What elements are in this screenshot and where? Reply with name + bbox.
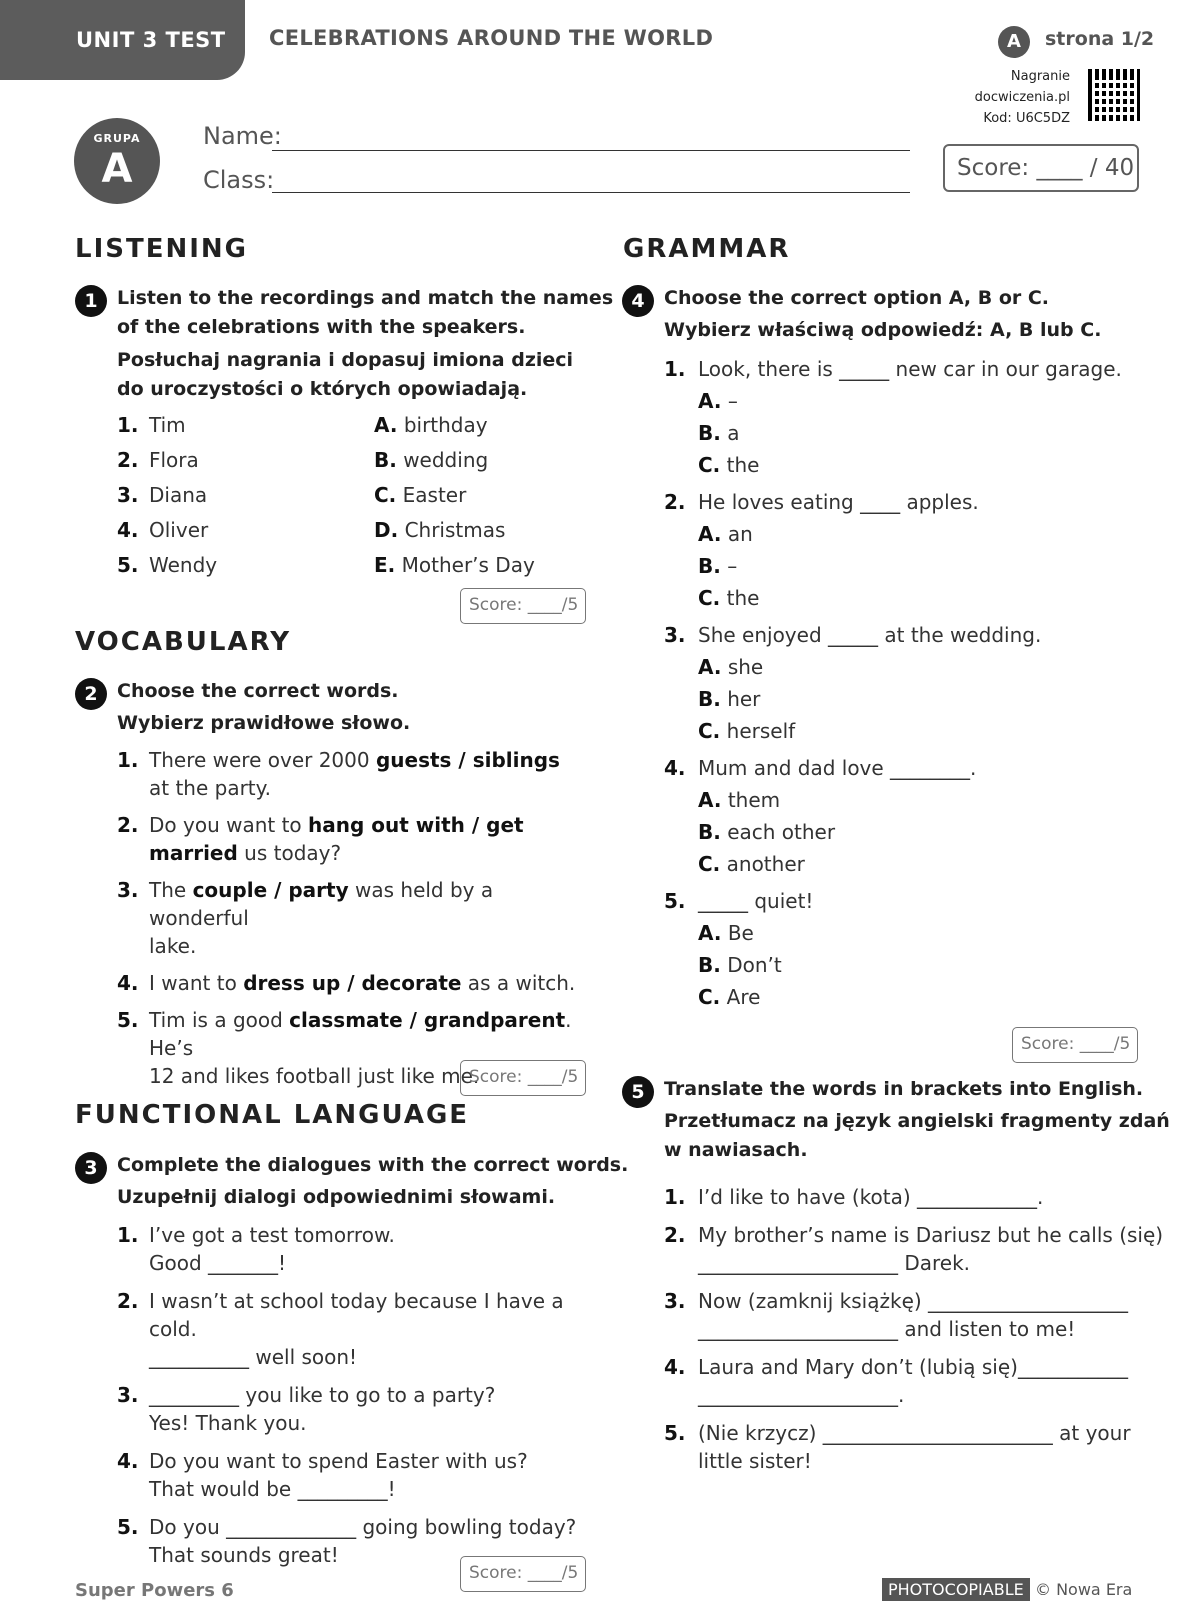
list-item: 1. Tim <box>117 413 186 437</box>
exercise-5-number: 5 <box>622 1076 654 1108</box>
list-item: B. wedding <box>374 448 489 472</box>
instr-en-line: Translate the words in brackets into English. <box>664 1078 1144 1100</box>
vocab-list <box>117 746 597 1090</box>
list-item: 4. Do you want to spend Easter with us? That would be _________! <box>117 1449 528 1501</box>
dialogue-list <box>117 1221 607 1569</box>
exercise-4-number: 4 <box>622 285 654 317</box>
list-item: 2. Do you want to hang out with / get married us today? <box>117 813 524 865</box>
option: A. she <box>698 655 764 679</box>
group-badge <box>74 118 160 204</box>
list-item: 5. Wendy <box>117 553 218 577</box>
group-label: GRUPA <box>93 132 141 145</box>
list-item: 1. I’ve got a test tomorrow. Good _______! <box>117 1223 395 1275</box>
exercise-2-instruction <box>117 677 410 738</box>
page-number: strona 1/2 <box>1045 28 1155 50</box>
list-item: 4. I want to dress up / decorate as a witch. <box>117 971 576 995</box>
functional-heading: FUNCTIONAL LANGUAGE <box>75 1100 470 1130</box>
name-label: Name: <box>203 122 282 150</box>
list-item: D. Christmas <box>374 518 506 542</box>
list-item: 2. He loves eating ____ apples. A. an B. – C. the <box>664 486 1144 614</box>
list-item: 4. Oliver <box>117 518 209 542</box>
option: B. – <box>698 554 738 578</box>
book-title: Super Powers 6 <box>75 1580 234 1601</box>
list-item: A. birthday <box>374 413 488 437</box>
exercise-1-instruction <box>117 284 613 404</box>
vocabulary-heading: VOCABULARY <box>75 627 292 657</box>
instr-en-line: Choose the correct option A, B or C. <box>664 287 1050 309</box>
list-item: 4. Laura and Mary don’t (lubią się)___________ ____________________. <box>664 1355 1128 1407</box>
version-badge: A <box>998 26 1030 58</box>
list-item: 3. Diana <box>117 483 208 507</box>
total-score-box: Score: ____ / 40 <box>943 144 1139 192</box>
list-item: 5. (Nie krzycz) _______________________ at your little sister! <box>664 1421 1131 1473</box>
option: A. them <box>698 788 781 812</box>
photocopiable-badge: PHOTOCOPIABLE <box>882 1578 1030 1601</box>
option: C. the <box>698 453 760 477</box>
list-item: 5. _____ quiet! A. Be B. Don’t C. Are <box>664 885 1144 1013</box>
instr-en-line: of the celebrations with the speakers. <box>117 316 526 338</box>
publisher: © Nowa Era <box>1035 1580 1133 1599</box>
instr-pl-line: w nawiasach. <box>664 1139 808 1161</box>
class-label: Class: <box>203 166 275 194</box>
translate-list <box>664 1183 1164 1475</box>
exercise-3-instruction <box>117 1151 628 1212</box>
option: B. Don’t <box>698 953 782 977</box>
recording-site: docwiczenia.pl <box>974 90 1070 105</box>
list-item: 3. The couple / party was held by a wonderful lake. <box>117 878 494 958</box>
unit-tab: UNIT 3 TEST <box>0 0 245 80</box>
option: A. – <box>698 389 738 413</box>
grammar-list <box>664 353 1144 1013</box>
exercise-1-score: Score: ____/5 <box>460 588 586 624</box>
list-item: 5. Tim is a good classmate / grandparent. He’s 12 and likes football just like me. <box>117 1008 572 1088</box>
instr-pl-line: do uroczystości o których opowiadają. <box>117 378 528 400</box>
option: A. an <box>698 522 753 546</box>
exercise-4-instruction <box>664 284 1101 345</box>
exercise-3-score: Score: ____/5 <box>460 1556 586 1592</box>
list-item: 3. Now (zamknij książkę) ____________________ ____________________ and listen to me! <box>664 1289 1129 1341</box>
class-field[interactable] <box>272 192 910 193</box>
test-title: CELEBRATIONS AROUND THE WORLD <box>269 26 714 50</box>
instr-pl-line: Uzupełnij dialogi odpowiednimi słowami. <box>117 1186 556 1208</box>
option: B. her <box>698 687 761 711</box>
exercise-5-instruction <box>664 1075 1170 1165</box>
list-item: 2. Flora <box>117 448 199 472</box>
list-item: 3. _________ you like to go to a party? Yes! Thank you. <box>117 1383 496 1435</box>
exercise-1-number: 1 <box>75 285 107 317</box>
names-list <box>117 408 217 583</box>
qr-code-icon <box>1088 69 1140 121</box>
exercise-3-number: 3 <box>75 1152 107 1184</box>
option: B. each other <box>698 820 836 844</box>
instr-pl-line: Wybierz właściwą odpowiedź: A, B lub C. <box>664 319 1102 341</box>
grammar-heading: GRAMMAR <box>623 234 791 264</box>
recording-info <box>975 66 1070 129</box>
option: B. a <box>698 421 740 445</box>
list-item: 1. Look, there is _____ new car in our garage. A. – B. a C. the <box>664 353 1144 481</box>
option: A. Be <box>698 921 754 945</box>
recording-code: Kod: U6C5DZ <box>983 111 1070 126</box>
list-item: E. Mother’s Day <box>374 553 535 577</box>
list-item: 3. She enjoyed _____ at the wedding. A. she B. her C. herself <box>664 619 1144 747</box>
list-item: 2. My brother’s name is Dariusz but he calls (się) ____________________ Darek. <box>664 1223 1164 1275</box>
exercise-2-number: 2 <box>75 678 107 710</box>
option: C. another <box>698 852 805 876</box>
name-field[interactable] <box>272 150 910 151</box>
option: C. the <box>698 586 760 610</box>
list-item: 1. I’d like to have (kota) ____________. <box>664 1185 1044 1209</box>
recording-label: Nagranie <box>1010 69 1070 84</box>
group-letter: A <box>101 146 133 192</box>
list-item: C. Easter <box>374 483 467 507</box>
option: C. Are <box>698 985 761 1009</box>
instr-en-line: Listen to the recordings and match the names <box>117 287 614 309</box>
instr-pl-line: Wybierz prawidłowe słowo. <box>117 712 411 734</box>
instr-pl-line: Przetłumacz na język angielski fragmenty zdań <box>664 1110 1170 1132</box>
instr-en-line: Complete the dialogues with the correct words. <box>117 1154 629 1176</box>
instr-pl-line: Posłuchaj nagrania i dopasuj imiona dzieci <box>117 349 574 371</box>
instr-en-line: Choose the correct words. <box>117 680 399 702</box>
list-item: 1. There were over 2000 guests / siblings at the party. <box>117 748 560 800</box>
list-item: 2. I wasn’t at school today because I have a cold. __________ well soon! <box>117 1289 564 1369</box>
celebrations-list <box>374 408 535 583</box>
listening-heading: LISTENING <box>75 234 248 264</box>
exercise-4-score: Score: ____/5 <box>1012 1027 1138 1063</box>
list-item: 4. Mum and dad love ________. A. them B. each other C. another <box>664 752 1144 880</box>
exercise-2-score: Score: ____/5 <box>460 1060 586 1096</box>
option: C. herself <box>698 719 796 743</box>
list-item: 5. Do you _____________ going bowling today? That sounds great! <box>117 1515 577 1567</box>
